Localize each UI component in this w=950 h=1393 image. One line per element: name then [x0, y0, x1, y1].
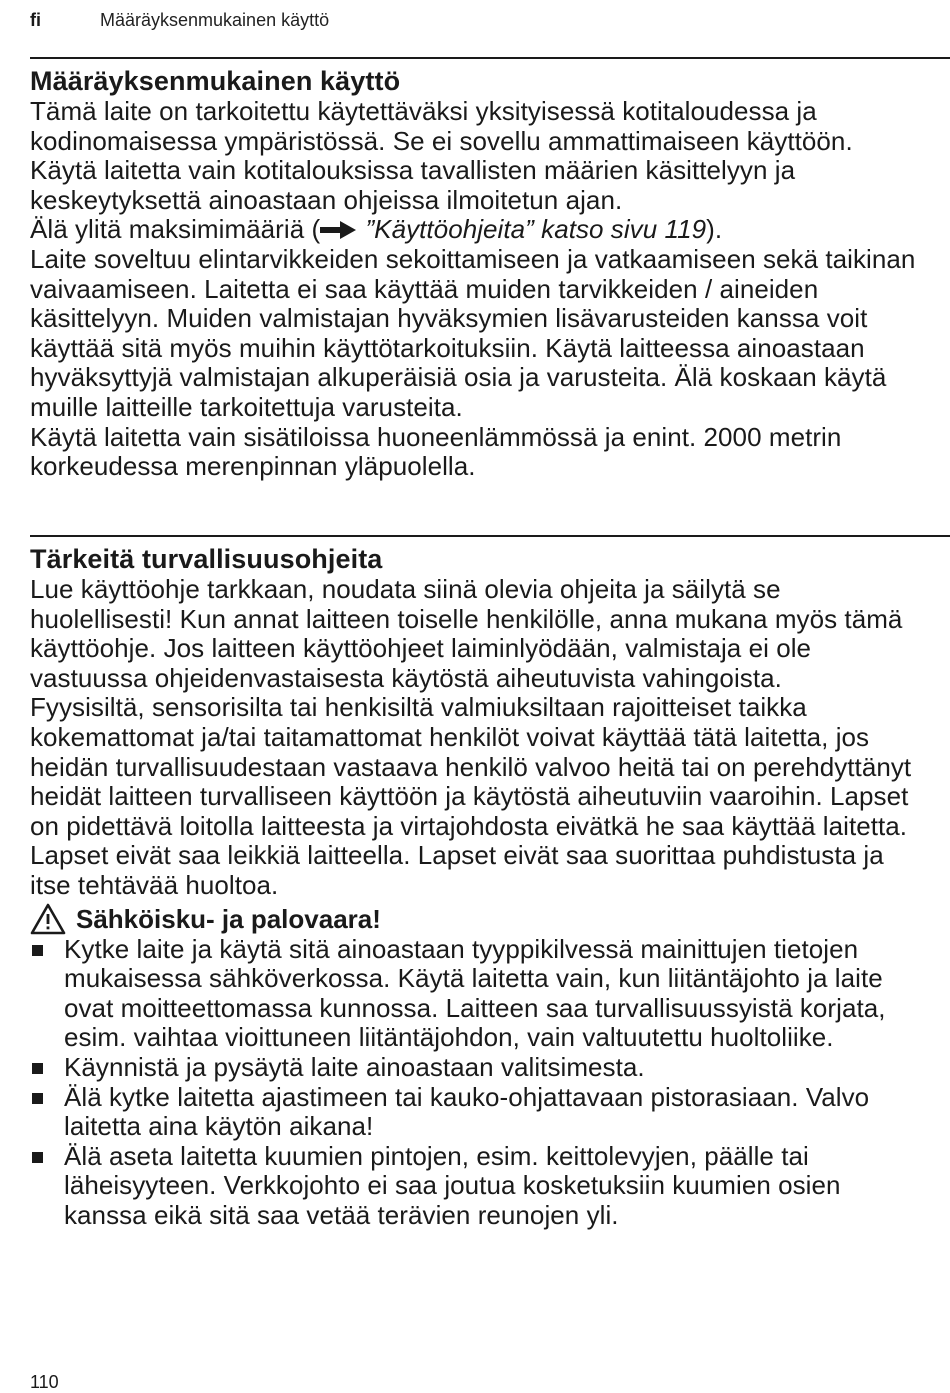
section-heading: Tärkeitä turvallisuusohjeita	[30, 544, 383, 574]
page-header	[30, 9, 329, 31]
bullet-square-icon	[32, 1093, 43, 1104]
paragraph: Fyysisiltä, sensorisilta tai henkisiltä valmiuksiltaan rajoitteiset taikka kokemattomat ja/tai taitamattomat henkilöt voivat käyttää tätä laitetta, jos heidän turvallisuudestaan vastaava henkilö valvoo heitä tai on perehdyttänyt heidät laitteen turvalliseen käyttöön ja käytöstä aiheutuviin vaaroihin. Lapset on pidettävä loitolla laitteesta ja virtajohdosta eivätkä he saa käyttää laitetta. Lapset eivät saa leikkiä laitteella. Lapset eivät saa suorittaa puhdistusta ja itse tehtävää huoltoa.	[30, 692, 912, 900]
section-safety-instructions	[30, 535, 920, 1230]
paragraph: Laite soveltuu elintarvikkeiden sekoittamiseen ja vatkaamiseen sekä taikinan vaivaamiseen. Laitetta ei saa käyttää muiden tarvikkeiden / aineiden käsittelyyn. Muiden valmistajan hyväksymien lisävarusteiden kanssa voit käyttää sitä myös muihin käyttötarkoituksiin. Käytä laitteessa ainoastaan hyväksyttyjä valmistajan alkuperäisiä osia ja varusteita. Älä koskaan käytä muille laitteille tarkoitettuja varusteita.	[30, 243, 916, 422]
language-code: fi	[30, 9, 41, 30]
section-divider	[30, 57, 950, 59]
paragraph-text: Älä ylitä maksimimääriä (	[30, 214, 321, 245]
warning-title: Sähköisku- ja palovaara!	[76, 903, 381, 934]
warning-triangle-icon	[30, 903, 66, 935]
warning-heading	[30, 903, 920, 935]
bullet-square-icon	[32, 945, 43, 956]
bullet-square-icon	[32, 1152, 43, 1163]
bullet-square-icon	[32, 1063, 43, 1074]
list-item	[30, 1083, 920, 1142]
paragraph: Lue käyttöohje tarkkaan, noudata siinä olevia ohjeita ja säilytä se huolellisesti! Kun annat laitteen toiselle henkilölle, anna mukana myös tämä käyttöohje. Jos laitteen käyttöohjeet laiminlyödään, valmistaja ei ole vastuussa ohjeidenvastaisesta käytöstä aiheutuvista vahingoista.	[30, 574, 903, 693]
paragraph: Käytä laitetta vain sisätiloissa huoneenlämmössä ja enint. 2000 metrin korkeudessa merenpinnan yläpuolella.	[30, 421, 842, 482]
running-title: Määräyksenmukainen käyttö	[100, 9, 330, 30]
list-item	[30, 1142, 920, 1231]
list-item	[30, 1053, 920, 1083]
paragraph-max-quantities	[30, 215, 920, 245]
section-heading: Määräyksenmukainen käyttö	[30, 66, 401, 96]
cross-reference-link[interactable]: ”Käyttöohjeita” katso sivu 119	[358, 214, 707, 245]
section-divider	[30, 535, 950, 537]
paragraph: Tämä laite on tarkoitettu käytettäväksi yksityisessä kotitaloudessa ja kodinomaisessa ympäristössä. Se ei sovellu ammattimaiseen käyttöön. Käytä laitetta vain kotitalouksissa tavallisten määrien käsittelyyn ja keskeytyksettä ainoastaan ohjeissa ilmoitetun ajan.	[30, 96, 853, 215]
paragraph-text: ).	[706, 214, 723, 245]
list-item-text: Älä kytke laitetta ajastimeen tai kauko-ohjattavaan pistorasiaan. Valvo laitetta aina käytön aikana!	[64, 1081, 870, 1142]
safety-bullet-list	[30, 935, 920, 1231]
page-number: 110	[30, 1372, 59, 1392]
arrow-right-icon	[320, 220, 358, 240]
list-item	[30, 935, 920, 1053]
list-item-text: Kytke laite ja käytä sitä ainoastaan tyyppikilvessä mainittujen tietojen mukaisessa sähköverkossa. Käytä laitetta vain, kun liitäntäjohto ja laite ovat moitteettomassa kunnossa. Laitteen saa turvallisuussyistä korjata, esim. vaihtaa vioittuneen liitäntäjohdon, vain valtuutettu huoltoliike.	[64, 933, 886, 1053]
section-intended-use	[30, 57, 920, 482]
list-item-text: Käynnistä ja pysäytä laite ainoastaan valitsimesta.	[64, 1051, 645, 1082]
list-item-text: Älä aseta laitetta kuumien pintojen, esim. keittolevyjen, päälle tai läheisyyteen. Verkkojohto ei saa joutua kosketuksiin kuumien osien kanssa eikä sitä saa vetää terävien reunojen yli.	[64, 1140, 841, 1230]
